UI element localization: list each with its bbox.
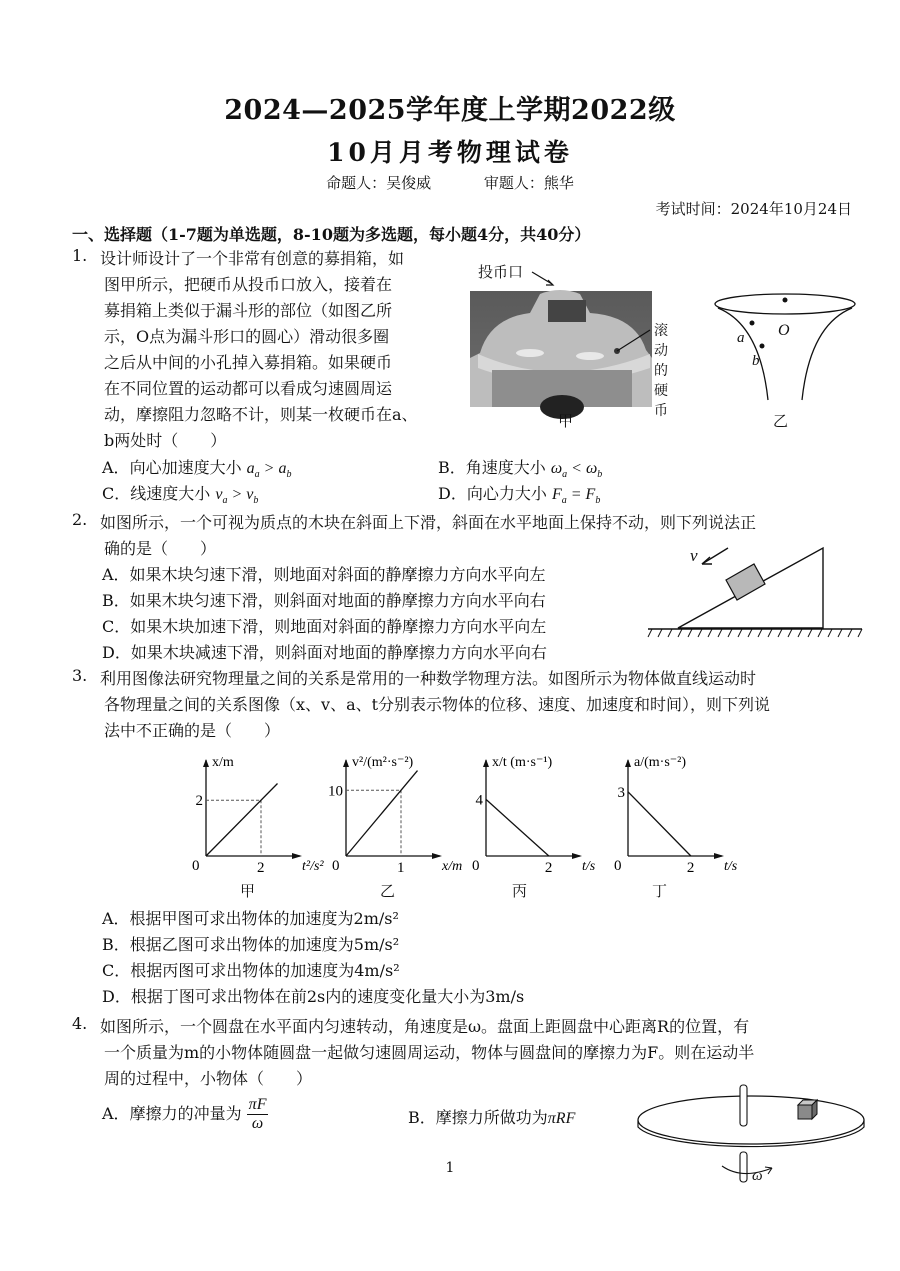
x-axis-arrow: [432, 853, 442, 859]
exam-time: 考试时间：2024年10月24日: [655, 200, 852, 218]
tick-label: 10: [328, 783, 343, 800]
q2-option-a[interactable]: A．如果木块匀速下滑，则地面对斜面的静摩擦力方向水平向左: [102, 565, 546, 584]
tick-label: 1: [397, 860, 405, 876]
chart-caption: 丙: [512, 882, 528, 900]
axle-top: [740, 1085, 747, 1126]
tick-label: 2: [257, 860, 265, 876]
chart-bing: [470, 748, 610, 878]
data-line: [346, 771, 418, 856]
chart-ding: [612, 748, 752, 878]
q4-number: 4.: [72, 1014, 88, 1033]
author: 命题人：吴俊威: [326, 174, 432, 192]
tick-label: 0: [614, 858, 622, 874]
page-number: 1: [445, 1160, 455, 1176]
wooden-block: [726, 564, 765, 600]
q4-line: 一个质量为m的小物体随圆盘一起做匀速圆周运动，物体与圆盘间的摩擦力为F。则在运动半: [104, 1043, 755, 1062]
exam-title: 2024—2025学年度上学期2022级: [224, 95, 676, 126]
exam-subtitle: 10月月考物理试卷: [327, 138, 573, 167]
reviewer: 审题人：熊华: [483, 174, 574, 192]
q1-option-c-math: $v_a > v_b$: [215, 486, 259, 507]
tick-label: 0: [472, 858, 480, 874]
x-axis-label: t/s: [582, 859, 596, 874]
q3-option-a[interactable]: A．根据甲图可求出物体的加速度为2m/s²: [102, 909, 399, 928]
chart-yi: [330, 748, 470, 878]
point-b-dot: [760, 344, 765, 349]
q2-option-c[interactable]: C．如果木块加速下滑，则地面对斜面的静摩擦力方向水平向左: [102, 617, 547, 636]
q4-option-a[interactable]: A．摩擦力的冲量为 $\frac{\pi F}{\omega}$: [102, 1096, 267, 1132]
data-line: [628, 792, 691, 856]
q3-line: 利用图像法研究物理量之间的关系是常用的一种数学物理方法。如图所示为物体做直线运动时: [100, 669, 757, 688]
point-a-dot: [750, 321, 755, 326]
chart-caption: 乙: [380, 882, 396, 900]
tick-label: 0: [192, 858, 200, 874]
y-axis-label: x/t (m·s⁻¹): [492, 755, 553, 770]
x-axis-arrow: [714, 853, 724, 859]
coin-slot-label: 投币口: [478, 263, 524, 281]
small-block: [798, 1105, 812, 1119]
q3-option-c[interactable]: C．根据丙图可求出物体的加速度为4m/s²: [102, 961, 400, 980]
q1-option-a[interactable]: A．向心加速度大小 $a_a > a_b$: [102, 458, 292, 481]
rolling-coin-label: 滚动的 硬币: [654, 323, 668, 419]
q1-line: 示，O点为漏斗形口的圆心）滑动很多圈: [104, 327, 390, 346]
q1-line: 募捐箱上类似于漏斗形的部位（如图乙所: [104, 301, 393, 320]
chart-caption: 甲: [240, 882, 256, 900]
disk: [638, 1096, 864, 1144]
ground-hatching: [648, 629, 862, 637]
q4-option-b[interactable]: B．摩擦力所做功为πRF: [408, 1108, 576, 1127]
point-o-label: O: [778, 322, 790, 339]
funnel-diagram: [710, 290, 870, 420]
q1-line: 之后从中间的小孔掉入募捐箱。如果硬币: [104, 353, 393, 372]
y-axis-arrow: [343, 759, 349, 767]
velocity-label: v: [690, 546, 698, 565]
tick-label: 0: [332, 858, 340, 874]
q1-line: 在不同位置的运动都可以看成匀速圆周运: [104, 379, 393, 398]
q1-option-d[interactable]: D．向心力大小 $F_a = F_b$: [438, 484, 601, 507]
y-axis-label: a/(m·s⁻²): [634, 755, 687, 770]
y-axis-arrow: [625, 759, 631, 767]
figure-caption-yi: 乙: [773, 412, 789, 430]
x-axis-label: x/m: [442, 859, 463, 874]
q2-line: 如图所示，一个可视为质点的木块在斜面上下滑，斜面在水平地面上保持不动，则下列说法正: [100, 513, 757, 532]
donation-box-figure: [470, 258, 680, 418]
x-axis-label: t²/s²: [302, 859, 324, 874]
q3-line: 法中不正确的是（ ）: [104, 721, 281, 740]
tick-label: 2: [544, 860, 553, 876]
tick-label: 2: [195, 793, 203, 810]
q3-line: 各物理量之间的关系图像（x、v、a、t分别表示物体的位移、速度、加速度和时间），则下列说: [104, 695, 771, 714]
q1-line: 动，摩擦阻力忽略不计，则某一枚硬币在a、: [104, 405, 418, 424]
point-o-dot: [783, 298, 788, 303]
tick-label: 4: [475, 792, 483, 809]
y-axis-label: x/m: [212, 755, 234, 770]
authors-line: [0, 172, 900, 193]
q1-line: b两处时（ ）: [104, 431, 227, 450]
point-b-label: b: [752, 353, 760, 369]
y-axis-arrow: [203, 759, 209, 767]
q1-option-d-math: $F_a = F_b$: [551, 486, 601, 507]
tick-label: 3: [617, 784, 625, 801]
incline-diagram: [640, 540, 870, 640]
q1-line: 设计师设计了一个非常有创意的募捐箱，如: [100, 249, 405, 268]
q2-option-b[interactable]: B．如果木块匀速下滑，则斜面对地面的静摩擦力方向水平向右: [102, 591, 546, 610]
q3-number: 3.: [72, 666, 88, 685]
data-line: [486, 799, 549, 856]
q4-line: 周的过程中，小物体（ ）: [104, 1069, 313, 1088]
q2-number: 2.: [72, 510, 88, 529]
x-axis-arrow: [572, 853, 582, 859]
q1-option-b[interactable]: B．角速度大小 $\omega_a < \omega_b$: [438, 458, 603, 481]
point-a-label: a: [737, 330, 745, 346]
tick-label: 2: [686, 860, 695, 876]
q4-option-a-fraction: $\frac{\pi F}{\omega}$: [248, 1096, 267, 1132]
x-axis-arrow: [292, 853, 302, 859]
velocity-arrow: [702, 548, 728, 564]
q1-number: 1.: [72, 246, 88, 265]
q1-option-c[interactable]: C．线速度大小 $v_a > v_b$: [102, 484, 259, 507]
q3-option-b[interactable]: B．根据乙图可求出物体的加速度为5m/s²: [102, 935, 400, 954]
q2-option-d[interactable]: D．如果木块减速下滑，则斜面对地面的静摩擦力方向水平向右: [102, 643, 547, 662]
section-title: 一、选择题（1-7题为单选题，8-10题为多选题，每小题4分，共40分）: [72, 225, 591, 244]
q3-option-d[interactable]: D．根据丁图可求出物体在前2s内的速度变化量大小为3m/s: [102, 987, 525, 1006]
donation-box-photo: [470, 258, 680, 418]
omega-label: ω: [752, 1168, 763, 1184]
data-line: [206, 784, 278, 856]
q1-option-b-math: $\omega_a < \omega_b$: [550, 460, 603, 481]
y-axis-label: v²/(m²·s⁻²): [352, 755, 414, 770]
chart-jia: [190, 748, 330, 878]
q4-line: 如图所示，一个圆盘在水平面内匀速转动，角速度是ω。盘面上距圆盘中心距离R的位置，有: [100, 1017, 750, 1036]
q1-line: 图甲所示，把硬币从投币口放入，接着在: [104, 275, 393, 294]
x-axis-label: t/s: [724, 859, 738, 874]
figure-caption-jia: 甲: [558, 412, 574, 430]
chart-caption: 丁: [652, 882, 668, 900]
q2-line: 确的是（ ）: [104, 539, 217, 558]
y-axis-arrow: [483, 759, 489, 767]
q1-option-a-math: $a_a > a_b$: [246, 460, 292, 481]
